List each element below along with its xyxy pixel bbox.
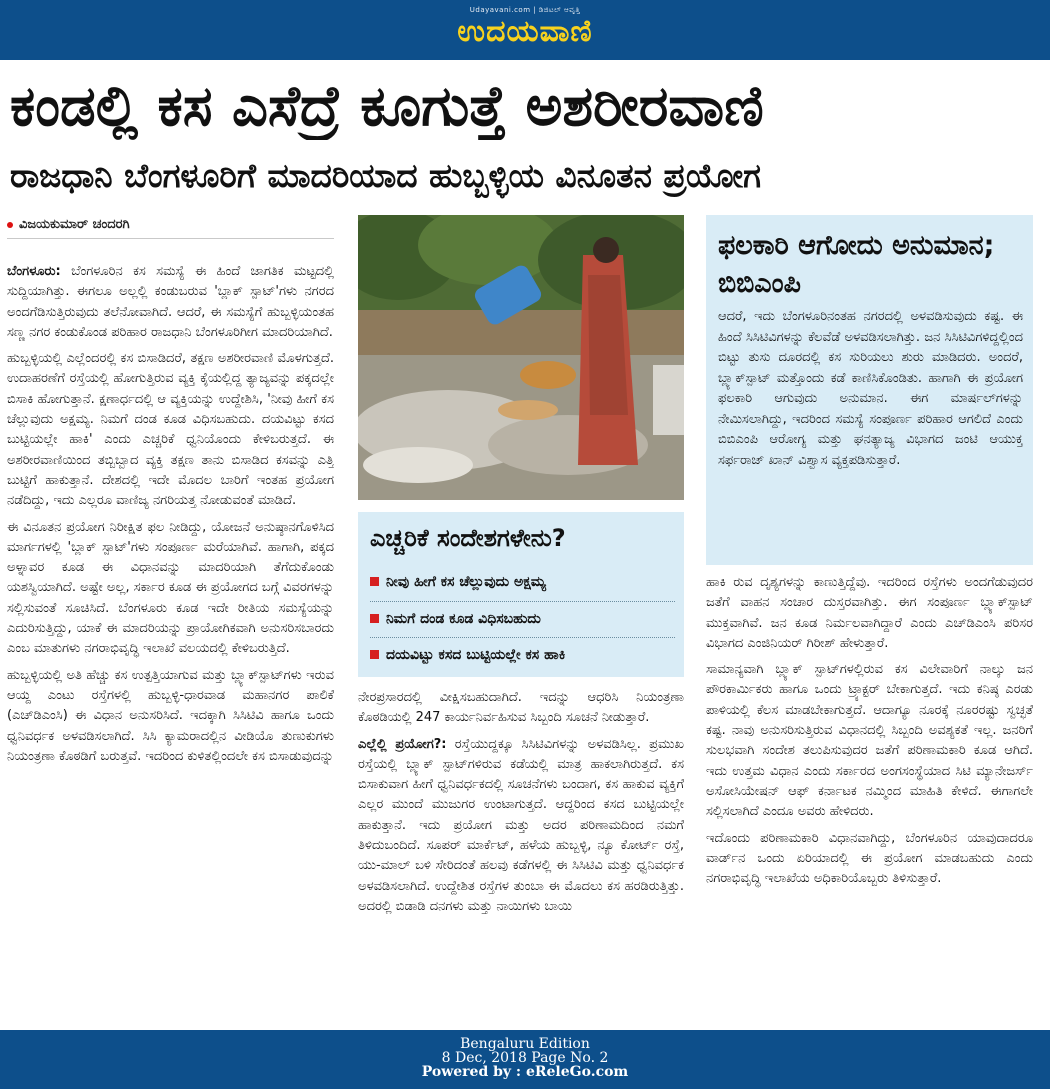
masthead (0, 0, 1050, 60)
byline (7, 215, 334, 239)
warning-item: ದಯವಿಟ್ಟು ಕಸದ ಬುಟ್ಟಿಯಲ್ಲೇ ಕಸ ಹಾಕಿ (370, 645, 675, 665)
newspaper-logo[interactable]: ಉದಯವಾಣಿ (457, 14, 593, 49)
powered-by-link[interactable]: Powered by : eReleGo.com (421, 1064, 629, 1080)
section-subheading: ಎಲ್ಲೆಲ್ಲಿ ಪ್ರಯೋಗ?: (358, 736, 447, 752)
warning-box-title: ಎಚ್ಚರಿಕೆ ಸಂದೇಶಗಳೇನು? (370, 524, 566, 552)
article-column-2 (358, 688, 684, 1030)
article-paragraph: ಇದೊಂದು ಪರಿಣಾಮಕಾರಿ ವಿಧಾನವಾಗಿದ್ದು, ಬೆಂಗಳೂರಿನ ಯಾವುದಾದರೂ ವಾರ್ಡ್‌ನ ಒಂದು ಏರಿಯಾದಲ್ಲಿ ಈ ಪ್ರಯೋಗ ಮಾಡಬಹುದು ಎಂದು ನಗರಾಭಿವೃದ್ಧಿ ಇಲಾಖೆಯ ಅಧಿಕಾರಿಯೊಬ್ಬರು ತಿಳಿಸುತ್ತಾರೆ. (706, 830, 1033, 887)
article-column-1 (7, 262, 334, 1030)
article-paragraph: ಹುಬ್ಬಳ್ಳಿಯಲ್ಲಿ ಎಲ್ಲೆಂದರಲ್ಲಿ ಕಸ ಬಿಸಾಡಿದರೆ, ತಕ್ಷಣ ಅಶರೀರವಾಣಿ ಮೊಳಗುತ್ತದೆ. ಉದಾಹರಣೆಗೆ ರಸ್ತೆಯಲ್ಲಿ ಹೋಗುತ್ತಿರುವ ವ್ಯಕ್ತಿ ಕೈಯಲ್ಲಿದ್ದ ತ್ಯಾಜ್ಯವನ್ನು ಪಕ್ಕದಲ್ಲೇ ಬಿಸಾಕಿ ಹೋಗುತ್ತಾನೆ. ಕ್ಷಣಾರ್ಧದಲ್ಲಿ ಆ ವ್ಯಕ್ತಿಯನ್ನು ಉದ್ದೇಶಿಸಿ, 'ನೀವು ಹೀಗೆ ಕಸ ಚೆಲ್ಲುವುದು ಅಕ್ಷಮ್ಯ. ನಿಮಗೆ ದಂಡ ಕೂಡ ವಿಧಿಸಬಹುದು. ದಯವಿಟ್ಟು ಕಸದ ಬುಟ್ಟಿಯಲ್ಲೇ ಹಾಕಿ' ಎಂದು ಎಚ್ಚರಿಕೆ ಧ್ವನಿಯೊಂದು ಕೇಳಿಬರುತ್ತದೆ. ಈ ಅಶರೀರವಾಣಿಯಿಂದ ತಬ್ಬಿಬ್ಬಾದ ವ್ಯಕ್ತಿ ತಕ್ಷಣ ತಾನು ಬಿಸಾಡಿದ ಕಸವನ್ನು ಎತ್ತಿ ಬುಟ್ಟಿಗೆ ಹಾಕುತ್ತಾನೆ. ದೇಶದಲ್ಲಿ ಇದೇ ಮೊದಲ ಬಾರಿಗೆ ಇಂತಹ ಪ್ರಯೋಗ ನಡೆದಿದ್ದು, ಇದು ಎಲ್ಲರೂ ವಾಣಿಜ್ಯ ನಗರಿಯತ್ತ ನೋಡುವಂತೆ ಮಾಡಿದೆ. (7, 351, 334, 509)
warning-divider (370, 637, 675, 638)
article-paragraph: ಬೆಂಗಳೂರು: ಬೆಂಗಳೂರಿನ ಕಸ ಸಮಸ್ಯೆ ಈ ಹಿಂದೆ ಜಾಗತಿಕ ಮಟ್ಟದಲ್ಲಿ ಸುದ್ದಿಯಾಗಿತ್ತು. ಈಗಲೂ ಅಲ್ಲಲ್ಲಿ ಕಂಡುಬರುವ 'ಬ್ಲಾಕ್ ಸ್ಪಾಟ್'ಗಳು ನಗರದ ಅಂದಗೆಡಿಸುತ್ತಿರುವುದು ತಲೆನೋವಾಗಿದೆ. ಆದರೆ, ಈ ಸಮಸ್ಯೆಗೆ ಹುಬ್ಬಳ್ಳಿಯಂತಹ ಸಣ್ಣ ನಗರ ಕಂಡುಕೊಂಡ ಪರಿಹಾರ ರಾಜಧಾನಿ ಬೆಂಗಳೂರಿಗೀಗ ಮಾದರಿಯಾಗಿದೆ. (7, 264, 334, 340)
photo-image (358, 215, 684, 500)
byline-author: ವಿಜಯಕುಮಾರ್ ಚಂದರಗಿ (19, 217, 130, 232)
sidebar-body: ಆದರೆ, ಇದು ಬೆಂಗಳೂರಿನಂತಹ ನಗರದಲ್ಲಿ ಅಳವಡಿಸುವುದು ಕಷ್ಟ. ಈ ಹಿಂದೆ ಸಿಸಿಟಿವಿಗಳನ್ನು ಕೆಲವೆಡೆ ಅಳವಡಿಸಲಾಗಿತ್ತು. ಜನ ಸಿಸಿಟಿವಿಗಳಿದ್ದಲ್ಲಿಂದ ಬಿಟ್ಟು ತುಸು ದೂರದಲ್ಲಿ ಕಸ ಸುರಿಯಲು ಶುರು ಮಾಡಿದರು. ಅಂದರೆ, ಬ್ಲ್ಯಾಕ್‌ಸ್ಪಾಟ್ ಮತ್ತೊಂದು ಕಡೆ ಕಾಣಿಸಿಕೊಂಡಿತು. ಹಾಗಾಗಿ ಈ ಪ್ರಯೋಗ ಫಲಕಾರಿ ಆಗುವುದು ಅನುಮಾನ. ಈಗ ಮಾರ್ಷಲ್‌ಗಳನ್ನು ನೇಮಿಸಲಾಗಿದ್ದು, ಇದರಿಂದ ಸಮಸ್ಯೆ ಸಂಪೂರ್ಣ ಪರಿಹಾರ ಆಗಲಿದೆ ಎಂದು ಬಿಬಿಎಂಪಿ ಆರೋಗ್ಯ ಮತ್ತು ಘನತ್ಯಾಜ್ಯ ವಿಭಾಗದ ಜಂಟಿ ಆಯುಕ್ತ ಸರ್ಫರಾಜ್ ಖಾನ್ ವಿಶ್ವಾಸ ವ್ಯಕ್ತಪಡಿಸುತ್ತಾರೆ. (718, 309, 1023, 468)
article-paragraph: ನೇರಪ್ರಸಾರದಲ್ಲಿ ವೀಕ್ಷಿಸಬಹುದಾಗಿದೆ. ಇದನ್ನು ಆಧರಿಸಿ ನಿಯಂತ್ರಣಾ ಕೊಠಡಿಯಲ್ಲಿ 247 ಕಾರ್ಯನಿರ್ವಹಿಸುವ ಸಿಬ್ಬಂದಿ ಸೂಚನೆ ನೀಡುತ್ತಾರೆ. (358, 690, 684, 726)
edition-footer (0, 1030, 1050, 1089)
headline: ಕಂಡಲ್ಲಿ ಕಸ ಎಸೆದ್ರೆ ಕೂಗುತ್ತೆ ಅಶರೀರವಾಣಿ (10, 74, 764, 139)
subheadline: ರಾಜಧಾನಿ ಬೆಂಗಳೂರಿಗೆ ಮಾದರಿಯಾದ ಹುಬ್ಬಳ್ಳಿಯ ವಿನೂತನ ಪ್ರಯೋಗ (10, 156, 761, 195)
red-square-bullet-icon (370, 614, 379, 623)
red-square-bullet-icon (370, 577, 379, 586)
sidebar-title: ಫಲಕಾರಿ ಆಗೋದು ಅನುಮಾನ; ಬಿಬಿಎಂಪಿ (718, 230, 995, 299)
warning-divider (370, 601, 675, 602)
masthead-site-line: Udayavani.com | ಡಿಜಿಟಲ್ ಆವೃತ್ತಿ (469, 6, 581, 14)
warning-messages-box (358, 512, 684, 677)
article-column-3 (706, 573, 1033, 1030)
dateline: ಬೆಂಗಳೂರು: (7, 264, 61, 279)
bullet-dot-icon (7, 222, 13, 228)
warning-item: ನೀವು ಹೀಗೆ ಕಸ ಚೆಲ್ಲುವುದು ಅಕ್ಷಮ್ಯ (370, 572, 675, 592)
warning-item: ನಿಮಗೆ ದಂಡ ಕೂಡ ವಿಧಿಸಬಹುದು (370, 609, 675, 629)
article-paragraph: ಹಾಕಿ ರುವ ದೃಶ್ಯಗಳನ್ನು ಕಾಣುತ್ತಿದ್ದೆವು. ಇದರಿಂದ ರಸ್ತೆಗಳು ಅಂದಗೆಡುವುದರ ಜತೆಗೆ ವಾಹನ ಸಂಚಾರ ದುಸ್ತರವಾಗಿತ್ತು. ಈಗ ಸಂಪೂರ್ಣ ಬ್ಲ್ಯಾಕ್‌ಸ್ಪಾಟ್ ಮುಕ್ತವಾಗಿವೆ. ಜನ ಕೂಡ ನಿರ್ಮಲವಾಗಿದ್ದಾರೆ ಎಂದು ಎಚ್‌ಡಿಎಂಸಿ ಪರಿಸರ ವಿಭಾಗದ ಎಂಜಿನಿಯರ್ ಗಿರೀಶ್ ಹೇಳುತ್ತಾರೆ. (706, 575, 1033, 651)
article-paragraph: ಎಲ್ಲೆಲ್ಲಿ ಪ್ರಯೋಗ?: ರಸ್ತೆಯುದ್ದಕ್ಕೂ ಸಿಸಿಟಿವಿಗಳನ್ನು ಅಳವಡಿಸಿಲ್ಲ. ಪ್ರಮುಖ ರಸ್ತೆಯಲ್ಲಿ ಬ್ಲ್ಯಾಕ್ ಸ್ಪಾಟ್‌ಗಳಿರುವ ಕಡೆಯಲ್ಲಿ ಮಾತ್ರ ಹಾಕಲಾಗಿರುತ್ತದೆ. ಕಸ ಬಿಸಾಕುವಾಗ ಹೀಗೆ ಧ್ವನಿವರ್ಧಕದಲ್ಲಿ ಸೂಚನೆಗಳು ಬಂದಾಗ, ಕಸ ಹಾಕುವ ವ್ಯಕ್ತಿಗೆ ಎಲ್ಲರ ಮುಂದೆ ಮುಜುಗರ ಉಂಟಾಗುತ್ತದೆ. ಆದ್ದರಿಂದ ಕಸದ ಬುಟ್ಟಿಯಲ್ಲೇ ಹಾಕುತ್ತಾನೆ. ಇದು ಪ್ರಯೋಗ ಮತ್ತು ಅದರ ಪರಿಣಾಮದಿಂದ ನಮಗೆ ತಿಳಿದುಬಂದಿದೆ. ಸೂಪರ್ ಮಾರ್ಕೆಟ್, ಹಳೆಯ ಹುಬ್ಬಳ್ಳಿ, ನ್ಯೂ ಕೋರ್ಟ್ ರಸ್ತೆ, ಯು-ಮಾಲ್ ಬಳಿ ಸೇರಿದಂತೆ ಹಲವು ಕಡೆಗಳಲ್ಲಿ ಈ ಸಿಸಿಟಿವಿ ಮತ್ತು ಧ್ವನಿವರ್ಧಕ ಅಳವಡಿಸಲಾಗಿದೆ. ಉದ್ದೇಶಿತ ರಸ್ತೆಗಳ ತುಂಬಾ ಈ ಮೊದಲು ಕಸ ಹರಡಿರುತ್ತಿತ್ತು. ಅದರಲ್ಲಿ ಬಿಡಾಡಿ ದನಗಳು ಮತ್ತು ನಾಯಿಗಳು ಬಾಯಿ (358, 736, 684, 914)
article-paragraph: ಈ ವಿನೂತನ ಪ್ರಯೋಗ ನಿರೀಕ್ಷಿತ ಫಲ ನೀಡಿದ್ದು, ಯೋಜನೆ ಅನುಷ್ಠಾನಗೊಳಿಸಿದ ಮಾರ್ಗಗಳಲ್ಲಿ 'ಬ್ಲಾಕ್ ಸ್ಪಾಟ್'ಗಳು ಸಂಪೂರ್ಣ ಮರೆಯಾಗಿವೆ. ಹಾಗಾಗಿ, ಪಕ್ಕದ ಅಳ್ನಾವರ ಕೂಡ ಈ ವಿಧಾನವನ್ನು ಮಾದರಿಯಾಗಿ ತೆಗೆದುಕೊಂಡು ಯಶಸ್ವಿಯಾಗಿದೆ. ಅಷ್ಟೇ ಅಲ್ಲ, ಸರ್ಕಾರ ಕೂಡ ಈ ಪ್ರಯೋಗದ ಬಗ್ಗೆ ವಿವರಗಳನ್ನು ಸಲ್ಲಿಸುವಂತೆ ಸೂಚಿಸಿದೆ. ಬೆಂಗಳೂರು ಕೂಡ ಇದೇ ರೀತಿಯ ಸಮಸ್ಯೆಯನ್ನು ಎದುರಿಸುತ್ತಿದ್ದು, ಯಾಕೆ ಈ ಮಾದರಿಯನ್ನು ಪ್ರಾಯೋಗಿಕವಾಗಿ ಅನುಸರಿಸಬಾರದು ಎಂಬ ಮಾತುಗಳು ನಗರಾಭಿವೃದ್ಧಿ ಇಲಾಖೆ ವಲಯದಲ್ಲಿ ಕೇಳಿಬರುತ್ತಿದೆ. (7, 519, 334, 657)
article-paragraph: ಸಾಮಾನ್ಯವಾಗಿ ಬ್ಲ್ಯಾಕ್ ಸ್ಪಾಟ್‌ಗಳಲ್ಲಿರುವ ಕಸ ವಿಲೇವಾರಿಗೆ ನಾಲ್ಕು ಜನ ಪೌರಕಾರ್ಮಿಕರು ಹಾಗೂ ಒಂದು ಟ್ರ್ಯಾಕ್ಟರ್ ಬೇಕಾಗುತ್ತದೆ. ಇದು ಕನಿಷ್ಠ ಎರಡು ಪಾಳಿಯಲ್ಲಿ ಕೆಲಸ ಮಾಡಬೇಕಾಗುತ್ತದೆ. ಆದಾಗ್ಯೂ ನೂರಕ್ಕೆ ನೂರರಷ್ಟು ಸ್ವಚ್ಛತೆ ಕಷ್ಟ. ನಾವು ಅನುಸರಿಸುತ್ತಿರುವ ವಿಧಾನದಲ್ಲಿ ಸಿಬ್ಬಂದಿ ಅವಶ್ಯಕತೆ ಇಲ್ಲ. ಜನರಿಗೆ ಸುಲಭವಾಗಿ ಸಂದೇಶ ತಲುಪಿಸುವುದರ ಜತೆಗೆ ಪರಿಣಾಮಕಾರಿ ಕೂಡ ಆಗಿದೆ. ಇದು ಉತ್ತಮ ವಿಧಾನ ಎಂದು ಸರ್ಕಾರದ ಅಂಗಸಂಸ್ಥೆಯಾದ ಸಿಟಿ ಮ್ಯಾನೇಜರ್ಸ್ ಅಸೋಸಿಯೇಷನ್ ಆಫ್ ಕರ್ನಾಟಕ ನಮ್ಮಿಂದ ಮಾಹಿತಿ ಕೇಳಿದೆ. ಈಗಾಗಲೇ ಸಲ್ಲಿಸಲಾಗಿದೆ ಎಂದೂ ಅವರು ಹೇಳಿದರು. (706, 662, 1033, 820)
edition-date-page: 8 Dec, 2018 Page No. 2 (441, 1050, 609, 1066)
article-paragraph: ಹುಬ್ಬಳ್ಳಿಯಲ್ಲಿ ಅತಿ ಹೆಚ್ಚು ಕಸ ಉತ್ಪತ್ತಿಯಾಗುವ ಮತ್ತು ಬ್ಲ್ಯಾಕ್‌ಸ್ಪಾಟ್‌ಗಳು ಇರುವ ಆಯ್ದ ಎಂಟು ರಸ್ತೆಗಳಲ್ಲಿ ಹುಬ್ಬಳ್ಳಿ-ಧಾರವಾಡ ಮಹಾನಗರ ಪಾಲಿಕೆ (ಎಚ್‌ಡಿಎಂಸಿ) ಈ ವಿಧಾನ ಅನುಸರಿಸಿದೆ. ಇದಕ್ಕಾಗಿ ಸಿಸಿಟಿವಿ ಹಾಗೂ ಒಂದು ಧ್ವನಿವರ್ಧಕ ಅಳವಡಿಸಲಾಗಿದೆ. ಸಿಸಿ ಕ್ಯಾಮರಾದಲ್ಲಿನ ವೀಡಿಯೊ ತುಣುಕುಗಳು ನಿಯಂತ್ರಣಾ ಕೊಠಡಿಗೆ ಬರುತ್ತವೆ. ಇದರಿಂದ ಕುಳಿತಲ್ಲಿಂದಲೇ ಕಸ ಬಿಸಾಡುವುದನ್ನು (7, 667, 334, 764)
bbmp-sidebar-box (706, 215, 1033, 565)
garbage-dumping-photo (358, 215, 684, 500)
red-square-bullet-icon (370, 650, 379, 659)
edition-name: Bengaluru Edition (460, 1036, 590, 1052)
